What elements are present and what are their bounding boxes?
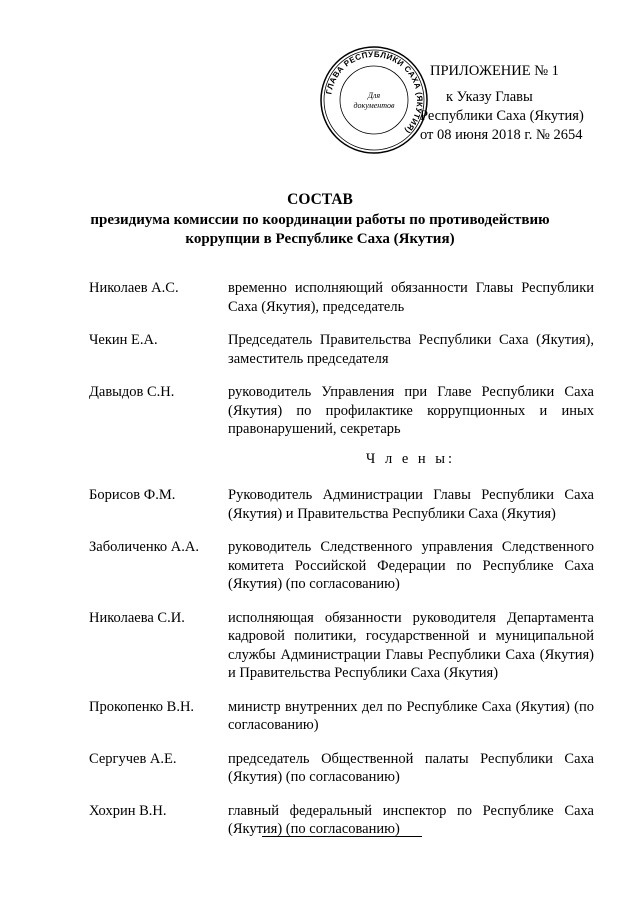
official-seal <box>318 44 430 156</box>
members-label: Ч л е н ы: <box>365 450 456 467</box>
members-list <box>89 279 594 854</box>
member-name: Чекин Е.А. <box>89 332 158 348</box>
appendix-republic: Республики Саха (Якутия) <box>420 108 584 124</box>
member-role: министр внутренних дел по Республике Саха (Якутия) (по согласованию) <box>228 698 594 733</box>
member-name: Прокопенко В.Н. <box>89 698 195 715</box>
member-name: Николаева С.И. <box>89 609 185 626</box>
list-item <box>89 486 594 523</box>
svg-text:Для: Для <box>367 91 381 100</box>
member-role: временно исполняющий обязанности Главы Республики Саха (Якутия), председатель <box>228 280 594 315</box>
member-name: Борисов Ф.М. <box>89 487 176 503</box>
member-name: Давыдов С.Н. <box>89 384 175 400</box>
list-item <box>89 802 594 839</box>
list-item <box>89 750 594 787</box>
svg-text:документов: документов <box>353 101 395 110</box>
member-role: Руководитель Администрации Главы Республики Саха (Якутия) и Правительства Республики Саха (Якутия) <box>228 487 594 522</box>
member-name: Сергучев А.Е. <box>89 750 177 767</box>
list-item <box>89 698 594 735</box>
member-role: Председатель Правительства Республики Саха (Якутия), заместитель председателя <box>228 332 594 367</box>
list-item <box>89 331 594 368</box>
list-item <box>89 609 594 683</box>
member-role: исполняющая обязанности руководителя Департамента кадровой политики, государственной и муниципальной службы Администрации Главы Республики Саха (Якутия) и Правительства Республики Саха (Якутия) <box>228 609 594 681</box>
list-item <box>89 279 594 316</box>
bottom-divider <box>262 836 422 837</box>
appendix-date: от 08 июня 2018 г. № 2654 <box>420 127 583 143</box>
heading-title: СОСТАВ <box>287 191 353 208</box>
list-item <box>89 538 594 594</box>
member-role: руководитель Управления при Главе Республики Саха (Якутия) по профилактике коррупционных и иных правонарушений, секретарь <box>228 384 594 437</box>
list-item <box>89 383 594 439</box>
member-name: Заболиченко А.А. <box>89 539 199 555</box>
appendix-decree: к Указу Главы <box>446 89 533 105</box>
appendix-number: ПРИЛОЖЕНИЕ № 1 <box>430 63 559 79</box>
document-heading <box>60 190 580 249</box>
member-role: главный федеральный инспектор по Республике Саха (Якутия) (по согласованию) <box>228 802 594 837</box>
member-name: Хохрин В.Н. <box>89 802 167 819</box>
member-name: Николаев А.С. <box>89 280 179 296</box>
heading-subtitle-2: коррупции в Республике Саха (Якутия) <box>185 231 455 247</box>
member-role: председатель Общественной палаты Республики Саха (Якутия) (по согласованию) <box>228 750 594 785</box>
member-role: руководитель Следственного управления Следственного комитета Российской Федерации по Республике Саха (Якутия) (по согласованию) <box>228 539 594 592</box>
heading-subtitle-1: президиума комиссии по координации работы по противодействию <box>90 212 550 228</box>
svg-text:ГЛАВА РЕСПУБЛИКИ САХА (ЯКУТИЯ): ГЛАВА РЕСПУБЛИКИ САХА (ЯКУТИЯ) <box>324 49 425 136</box>
